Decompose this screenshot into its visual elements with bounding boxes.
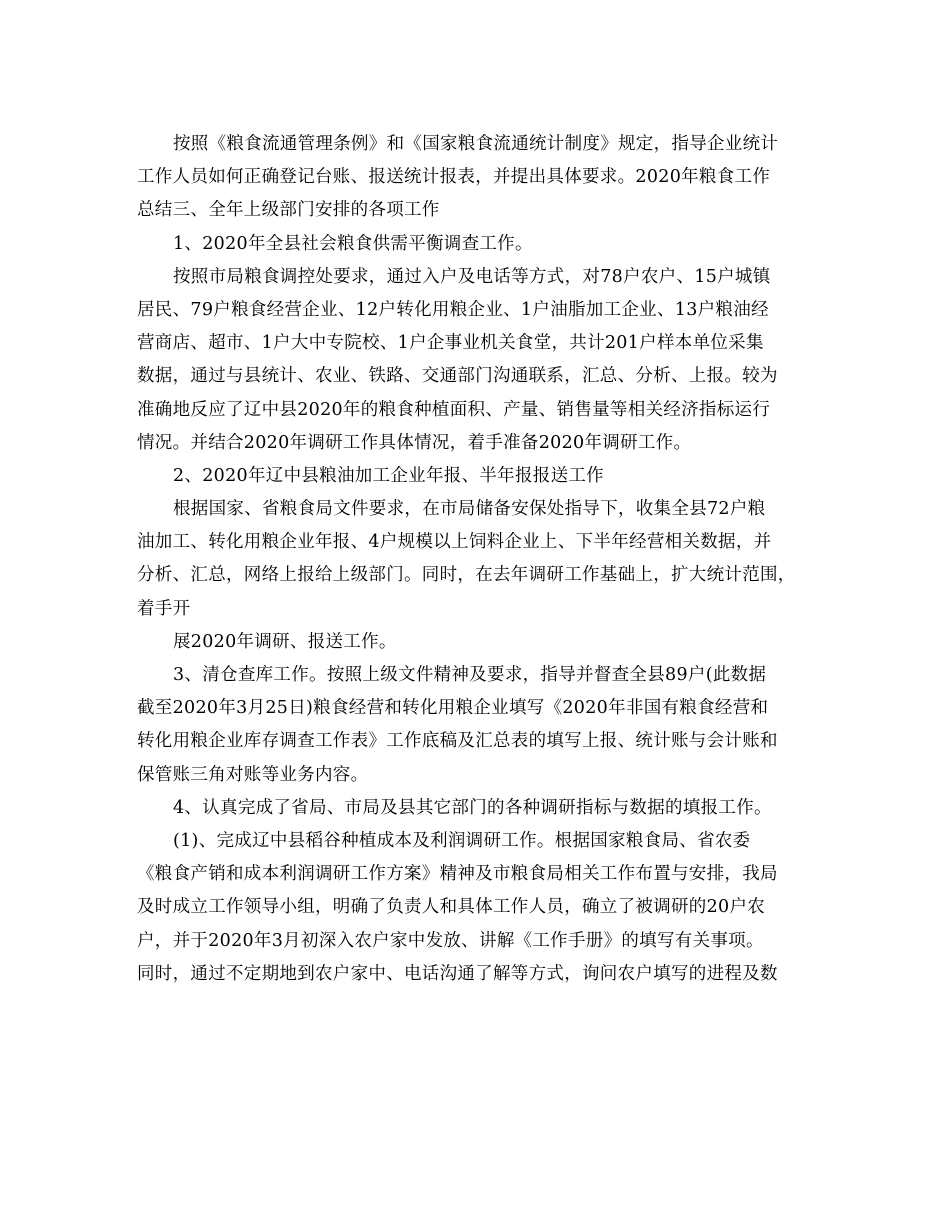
paragraph-line: 按照市局粮食调控处要求，通过入户及电话等方式，对78户农户、15户城镇: [173, 266, 771, 287]
paragraph-line: 《粮食产销和成本利润调研工作方案》精神及市粮食局相关工作布置与安排，我局: [137, 864, 778, 885]
paragraph-line: 根据国家、省粮食局文件要求，在市局储备安保处指导下，收集全县72户粮: [173, 499, 766, 520]
paragraph-line: 情况。并结合2020年调研工作具体情况，着手准备2020年调研工作。: [137, 432, 692, 453]
paragraph-line: 展2020年调研、报送工作。: [173, 631, 397, 652]
section-heading: 3、清仓查库工作。按照上级文件精神及要求，指导并督查全县89户(此数据: [173, 665, 767, 685]
paragraph-line: 按照《粮食流通管理条例》和《国家粮食流通统计制度》规定，指导企业统计: [173, 134, 779, 154]
paragraph-line: 营商店、超市、1户大中专院校、1户企事业机关食堂，共计201户样本单位采集: [137, 333, 764, 354]
section-heading: 1、2020年全县社会粮食供需平衡调查工作。: [173, 233, 533, 254]
paragraph-line: 户，并于2020年3月初深入农户家中发放、讲解《工作手册》的填写有关事项。: [137, 930, 764, 951]
paragraph-line: (1)、完成辽中县稻谷种植成本及利润调研工作。根据国家粮食局、省农委: [173, 830, 751, 851]
paragraph-line: 数据，通过与县统计、农业、铁路、交通部门沟通联系，汇总、分析、上报。较为: [137, 366, 778, 387]
paragraph-line: 转化用粮企业库存调查工作表》工作底稿及汇总表的填写上报、统计账与会计账和: [137, 731, 778, 752]
paragraph-line: 着手开: [137, 598, 191, 619]
paragraph-line: 保管账三角对账等业务内容。: [137, 764, 369, 785]
document-body: [137, 128, 827, 991]
paragraph-line: 分析、汇总，网络上报给上级部门。同时，在去年调研工作基础上，扩大统计范围，: [137, 565, 796, 586]
section-heading: 4、认真完成了省局、市局及县其它部门的各种调研指标与数据的填报工作。: [173, 797, 772, 818]
paragraph-line: 居民、79户粮食经营企业、12户转化用粮企业、1户油脂加工企业、13户粮油经: [137, 299, 769, 320]
section-heading: 2、2020年辽中县粮油加工企业年报、半年报报送工作: [173, 465, 604, 486]
paragraph-line: 同时，通过不定期地到农户家中、电话沟通了解等方式，询问农户填写的进程及数: [137, 963, 778, 984]
paragraph-line: 油加工、转化用粮企业年报、4户规模以上饲料企业上、下半年经营相关数据，并: [137, 532, 772, 553]
paragraph-line: 截至2020年3月25日)粮食经营和转化用粮企业填写《2020年非国有粮食经营和: [137, 698, 769, 719]
paragraph-line: 及时成立工作领导小组，明确了负责人和具体工作人员，确立了被调研的20户农: [137, 897, 766, 918]
paragraph-line: 工作人员如何正确登记台账、报送统计报表，并提出具体要求。2020年粮食工作: [137, 167, 771, 188]
paragraph-line: 总结三、全年上级部门安排的各项工作: [137, 200, 440, 221]
paragraph-line: 准确地反应了辽中县2020年的粮食种植面积、产量、销售量等相关经济指标运行: [137, 399, 771, 420]
